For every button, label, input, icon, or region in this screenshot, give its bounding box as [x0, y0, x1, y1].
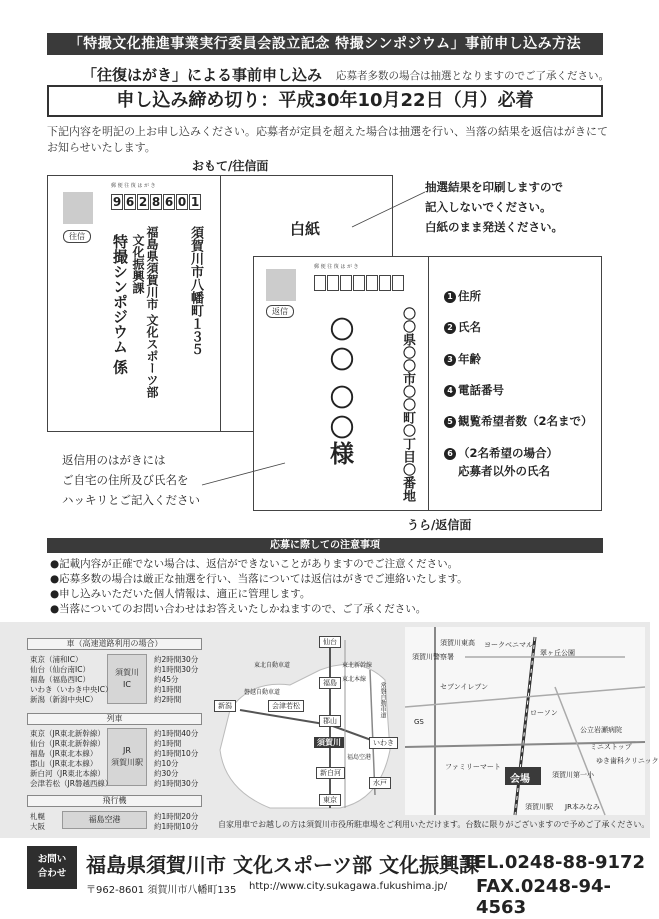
zip-digit: 2 — [138, 195, 148, 209]
card-divider — [428, 257, 429, 510]
blank-side-label: 白紙 — [290, 220, 321, 238]
city-label: 新潟 — [214, 700, 236, 712]
zip-digit — [379, 275, 391, 291]
airport-label: 福島空港 — [347, 754, 372, 761]
map-place: 須賀川駅 — [525, 803, 553, 811]
method-note: 応募者多数の場合は抽選となりますのでご了承ください。 — [336, 70, 609, 82]
air-from: 大阪 — [30, 822, 45, 831]
car-time: 約1時間30分 — [154, 665, 199, 674]
tel-number: TEL.0248-88-9172 — [462, 852, 646, 873]
car-destination: 須賀川 IC — [107, 654, 147, 704]
map-place: 須賀川警察署 — [412, 653, 454, 661]
card-divider — [220, 176, 221, 431]
zip-digit — [366, 275, 378, 291]
item-6: 6 （2名希望の場合） — [444, 446, 558, 460]
zip-digit — [353, 275, 365, 291]
item-6-line2: 応募者以外の氏名 — [458, 464, 550, 478]
city-label: 東京 — [319, 794, 341, 806]
train-time: 約10分 — [154, 759, 179, 768]
reply-tag: 返信 — [266, 305, 294, 318]
map-place: 翠ヶ丘公園 — [540, 649, 575, 657]
city-label: いわき — [369, 737, 398, 749]
caution-item: ●記載内容が正確でない場合は、返信ができないことがありますのでご注意ください。 — [50, 558, 459, 570]
train-from: 福島（JR東北本線） — [30, 749, 98, 758]
callout-leader-right — [350, 190, 430, 230]
contact-badge: お問い 合わせ — [27, 846, 77, 889]
road-label: 東北新幹線 — [342, 662, 373, 669]
item-1: 1 住所 — [444, 289, 481, 303]
callout-reply: 返信用のはがきには ご自宅の住所及び氏名を ハッキリとご記入ください — [62, 453, 200, 507]
back-side-label: うら/返信面 — [407, 518, 472, 532]
city-label: 水戸 — [369, 777, 391, 789]
map-place: JR本みなみ — [565, 803, 600, 811]
air-from: 札幌 — [30, 812, 45, 821]
office-address: 〒962-8601 須賀川市八幡町135 — [86, 885, 237, 896]
road-label: 磐越自動車道 — [244, 689, 281, 696]
train-time: 約1時間 — [154, 739, 182, 748]
car-from: 新潟（新潟中央IC） — [30, 695, 98, 704]
road-label: 東北本線 — [342, 676, 367, 683]
train-heading: 列車 — [27, 713, 202, 725]
fax-number: FAX.0248-94-4563 — [476, 876, 611, 918]
map-place: 須賀川東高 — [440, 639, 475, 647]
train-destination: JR 須賀川駅 — [107, 728, 147, 786]
website-link[interactable]: http://www.city.sukagawa.fukushima.jp/ — [249, 881, 448, 892]
map-place: 須賀川第一小 — [552, 771, 594, 779]
map-place: ヨークベニマル — [484, 641, 533, 649]
item-2: 2 氏名 — [444, 320, 481, 334]
postcard-reply — [253, 256, 602, 511]
map-place: セブンイレブン — [440, 683, 489, 691]
deadline: 申し込み締め切り：平成30年10月22日（月）必着 — [47, 85, 603, 117]
zip-digit — [340, 275, 352, 291]
item-3: 3 年齢 — [444, 352, 481, 366]
recipient-address: 須賀川市八幡町１３５ — [188, 226, 203, 356]
city-label: 新白河 — [316, 767, 345, 779]
caution-item: ●申し込みいただいた個人情報は、適正に管理します。 — [50, 588, 311, 600]
air-heading: 飛行機 — [27, 795, 202, 807]
postcard-small-label: 郵 便 往 復 は が き — [111, 183, 156, 189]
car-from: 東京（浦和IC） — [30, 655, 83, 664]
zip-digit: 9 — [112, 195, 122, 209]
zip-digit — [314, 275, 326, 291]
stamp-placeholder — [266, 269, 296, 301]
intro-text: 下記内容を明記の上お申し込みください。応募者が定員を超えた場合は抽選を行い、当落の結果を返信はがきにてお知らせいたします。 — [47, 125, 608, 154]
stamp-placeholder — [63, 192, 93, 224]
car-time: 約1時間 — [154, 685, 182, 694]
car-heading: 車（高速道路利用の場合） — [27, 638, 202, 650]
zip-digit: 6 — [125, 195, 135, 209]
train-time: 約1時間40分 — [154, 729, 199, 738]
car-from: 仙台（仙台南IC） — [30, 665, 90, 674]
zip-digit — [327, 275, 339, 291]
recipient-dept-2: 文化振興課 — [131, 234, 145, 294]
city-label-sukagawa: 須賀川 — [314, 737, 344, 748]
caution-title: 応募に際しての注意事項 — [47, 538, 603, 553]
map-place: ファミリーマート — [445, 763, 501, 771]
train-from: 東京（JR東北新幹線） — [30, 729, 105, 738]
sender-name-2: 〇〇 — [330, 384, 354, 442]
city-label: 郡山 — [319, 715, 341, 727]
recipient-dept: 福島県須賀川市 文化スポーツ部 — [145, 226, 159, 399]
zip-digit: 0 — [177, 195, 187, 209]
train-from: 郡山（JR東北本線） — [30, 759, 98, 768]
parking-note: 自家用車でお越しの方は須賀川市役所駐車場をご利用いただけます。台数に限りがございますので予めご了承ください。 — [218, 820, 650, 829]
zip-code — [111, 194, 201, 210]
zip-digit: 1 — [190, 195, 200, 209]
air-time: 約1時間20分 — [154, 812, 199, 821]
outgoing-tag: 往信 — [63, 230, 91, 243]
train-time: 約1時間10分 — [154, 749, 199, 758]
map-place: 公立岩瀬病院 — [580, 726, 622, 734]
train-from: 会津若松（JR磐越西線） — [30, 779, 113, 788]
item-4: 4 電話番号 — [444, 383, 504, 397]
map-place: ローソン — [530, 709, 558, 717]
venue-marker: 会場 — [510, 774, 530, 785]
train-time: 約30分 — [154, 769, 179, 778]
zip-digit — [392, 275, 404, 291]
front-side-label: おもて/往信面 — [192, 159, 269, 173]
road-label: 東北自動車道 — [254, 662, 291, 669]
city-label: 福島 — [319, 677, 341, 689]
method-heading: 「往復はがき」による事前申し込み — [82, 66, 323, 84]
caution-item: ●応募多数の場合は厳正な抽選を行い、当落については返信はがきでご連絡いたします。 — [50, 573, 468, 585]
zip-digit: 6 — [164, 195, 174, 209]
callout-leader-left — [200, 460, 290, 490]
train-from: 仙台（JR東北新幹線） — [30, 739, 105, 748]
train-time: 約1時間30分 — [154, 779, 199, 788]
callout-blank: 抽選結果を印刷しますので 記入しないでください。 白紙のまま発送ください。 — [425, 180, 563, 234]
map-place: ミニストップ — [590, 743, 632, 751]
item-5: 5 観覧希望者数（2名まで） — [444, 414, 593, 428]
car-from: 福島（福島西IC） — [30, 675, 90, 684]
city-label: 仙台 — [319, 636, 341, 648]
page-title: 「特撮文化推進事業実行委員会設立記念 特撮シンポジウム」事前申し込み方法 — [47, 33, 603, 55]
zip-digit: 8 — [151, 195, 161, 209]
zip-code-empty — [314, 275, 404, 291]
car-time: 約2時間 — [154, 695, 182, 704]
sender-name-1: 〇〇 — [330, 316, 354, 374]
car-from: いわき（いわき中央IC） — [30, 685, 113, 694]
air-time: 約1時間10分 — [154, 822, 199, 831]
car-time: 約45分 — [154, 675, 179, 684]
map-place: GS — [414, 718, 424, 726]
caution-list — [50, 557, 620, 617]
access-section — [0, 622, 659, 838]
caution-item: ●当落についてのお問い合わせはお答えいたしかねますので、ご了承ください。 — [50, 603, 427, 615]
recipient-name: 特撮シンポジウム 係 — [111, 234, 129, 375]
road-label: 常磐自動車道 — [379, 682, 386, 718]
postcard-small-label: 郵 便 往 復 は が き — [314, 264, 359, 270]
office-name: 福島県須賀川市 文化スポーツ部 文化振興課 — [86, 853, 480, 877]
car-time: 約2時間30分 — [154, 655, 199, 664]
map-place: ゆき歯科クリニック — [596, 757, 659, 765]
city-label: 会津若松 — [268, 700, 304, 712]
sender-sama: 様 — [330, 440, 354, 468]
sender-address: 〇〇県〇〇市〇〇町〇丁目〇番地 — [400, 307, 415, 502]
train-from: 新白河（JR東北本線） — [30, 769, 105, 778]
air-destination: 福島空港 — [62, 811, 147, 829]
